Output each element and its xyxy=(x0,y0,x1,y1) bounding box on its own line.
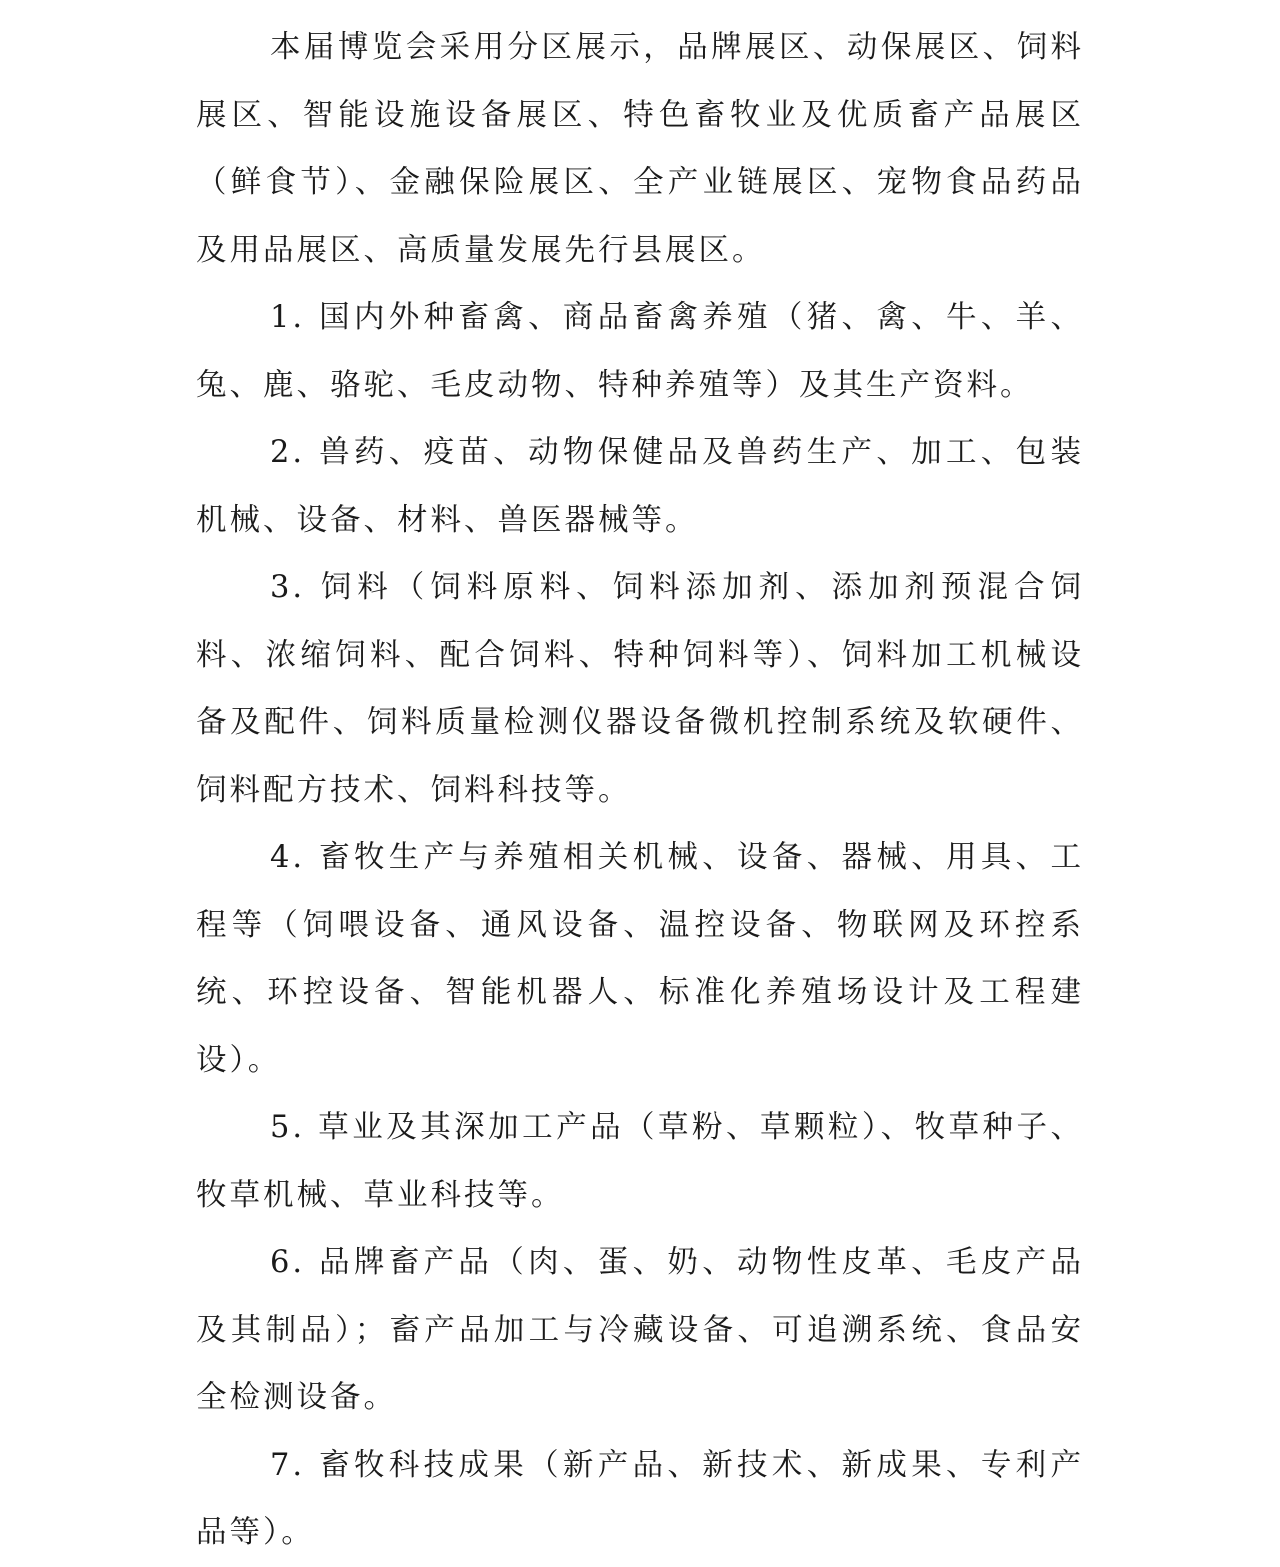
document-body xyxy=(196,14,1084,1567)
item-paragraph-5: 5. 草业及其深加工产品（草粉、草颗粒）、牧草种子、牧草机械、草业科技等。 xyxy=(196,1110,1084,1213)
item-paragraph-3: 3. 饲料（饲料原料、饲料添加剂、添加剂预混合饲料、浓缩饲料、配合饲料、特种饲料等）、饲料加工机械设备及配件、饲料质量检测仪器设备微机控制系统及软硬件、饲料配方技术、饲料科技等。 xyxy=(196,570,1084,808)
item-paragraph-7: 7. 畜牧科技成果（新产品、新技术、新成果、专利产品等）。 xyxy=(196,1447,1084,1550)
intro-paragraph: 本届博览会采用分区展示，品牌展区、动保展区、饲料展区、智能设施设备展区、特色畜牧业及优质畜产品展区（鲜食节）、金融保险展区、全产业链展区、宠物食品药品及用品展区、高质量发展先行县展区。 xyxy=(196,30,1084,268)
item-paragraph-2: 2. 兽药、疫苗、动物保健品及兽药生产、加工、包装机械、设备、材料、兽医器械等。 xyxy=(196,435,1084,538)
item-paragraph-6: 6. 品牌畜产品（肉、蛋、奶、动物性皮革、毛皮产品及其制品）；畜产品加工与冷藏设备、可追溯系统、食品安全检测设备。 xyxy=(196,1245,1084,1415)
item-paragraph-4: 4. 畜牧生产与养殖相关机械、设备、器械、用具、工程等（饲喂设备、通风设备、温控设备、物联网及环控系统、环控设备、智能机器人、标准化养殖场设计及工程建设）。 xyxy=(196,840,1084,1078)
item-paragraph-1: 1. 国内外种畜禽、商品畜禽养殖（猪、禽、牛、羊、兔、鹿、骆驼、毛皮动物、特种养殖等）及其生产资料。 xyxy=(196,300,1084,403)
